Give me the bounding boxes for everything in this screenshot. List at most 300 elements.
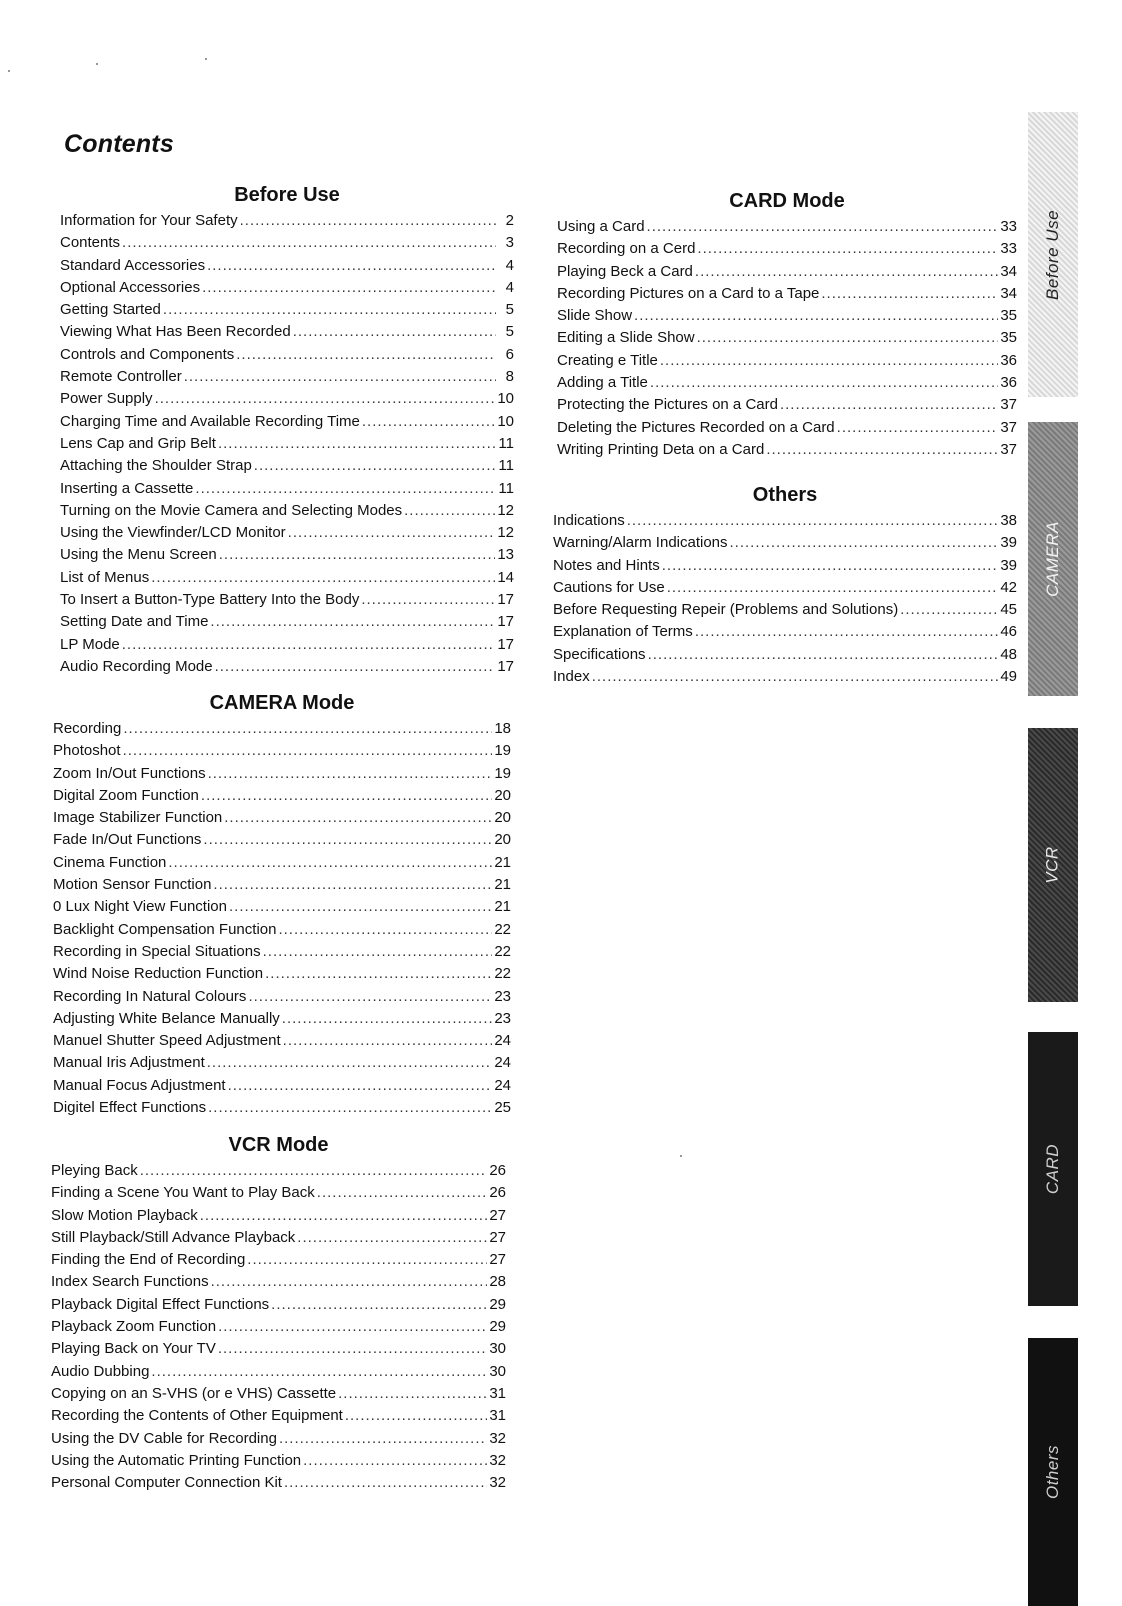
toc-entry-page: 33 <box>1000 240 1017 258</box>
toc-entry[interactable] <box>557 394 1017 416</box>
toc-entry[interactable] <box>60 589 514 611</box>
toc-entry[interactable] <box>60 478 514 500</box>
section-heading: VCR Mode <box>228 1134 329 1156</box>
section-heading: Others <box>752 484 818 506</box>
dot-leader <box>780 394 998 416</box>
toc-entry[interactable] <box>60 500 514 522</box>
section-heading: Before Use <box>234 184 340 206</box>
toc-entry[interactable] <box>60 299 514 321</box>
dot-leader <box>667 577 999 599</box>
dot-leader <box>338 1383 487 1405</box>
toc-entry-page: 29 <box>489 1295 506 1313</box>
toc-entry-page: 39 <box>1000 534 1017 552</box>
toc-entry-page: 22 <box>494 942 511 960</box>
toc-entry-page: 46 <box>1000 623 1017 641</box>
toc-entry-page: 18 <box>494 720 511 737</box>
toc-entry[interactable] <box>51 1294 506 1316</box>
dot-leader <box>151 567 495 589</box>
toc-list <box>557 216 1017 461</box>
toc-entry[interactable] <box>557 439 1017 461</box>
dot-leader <box>297 1227 487 1249</box>
toc-entry-page: 11 <box>498 457 514 475</box>
toc-entry-title: Using the Viewfinder/LCD Monitor <box>60 524 286 542</box>
toc-entry-page: 14 <box>497 568 514 586</box>
toc-entry[interactable] <box>60 388 514 410</box>
dot-leader <box>647 216 999 238</box>
dot-leader <box>697 238 998 260</box>
toc-entry-page: 32 <box>489 1451 506 1469</box>
toc-entry-page: 20 <box>494 809 511 827</box>
toc-entry-page: 32 <box>489 1474 506 1492</box>
toc-entry-title: Using the DV Cable for Recording <box>51 1429 277 1447</box>
toc-entry-title: Explanation of Terms <box>553 623 693 641</box>
toc-entry-title: Setting Date and Time <box>60 613 209 631</box>
side-tab-before-use[interactable] <box>1028 112 1078 397</box>
dot-leader <box>123 740 493 762</box>
scan-speck <box>680 1155 682 1157</box>
side-tab-card[interactable] <box>1028 1032 1078 1306</box>
toc-entry[interactable] <box>60 634 514 656</box>
toc-entry-title: Motion Sensor Function <box>53 876 212 894</box>
dot-leader <box>210 611 495 633</box>
toc-entry[interactable] <box>53 896 511 918</box>
toc-entry[interactable] <box>53 852 511 874</box>
toc-entry-page: 12 <box>497 524 514 542</box>
toc-entry-title: Adjusting White Belance Manually <box>53 1009 280 1027</box>
dot-leader <box>151 1361 487 1383</box>
toc-entry-page: 5 <box>505 323 514 341</box>
toc-entry-page: 12 <box>497 501 514 519</box>
toc-entry-page: 25 <box>494 1099 511 1117</box>
dot-leader <box>224 807 492 829</box>
toc-entry-page: 27 <box>489 1206 506 1224</box>
toc-entry-title: Digital Zoom Function <box>53 786 199 804</box>
toc-entry-title: LP Mode <box>60 635 120 653</box>
dot-leader <box>660 350 998 372</box>
dot-leader <box>634 305 998 327</box>
toc-entry-page: 24 <box>494 1032 511 1050</box>
toc-entry-page: 34 <box>1000 262 1017 280</box>
toc-entry-page: 10 <box>497 390 514 408</box>
dot-leader <box>140 1160 488 1182</box>
toc-entry[interactable] <box>60 277 514 299</box>
toc-entry[interactable] <box>51 1249 506 1271</box>
toc-entry-page: 26 <box>489 1184 506 1202</box>
toc-entry-title: Wind Noise Reduction Function <box>53 965 264 983</box>
toc-entry-title: Cautions for Use <box>553 578 665 596</box>
dot-leader <box>213 874 492 896</box>
side-tab-label: CAMERA <box>1043 521 1063 597</box>
toc-entry[interactable] <box>553 621 1017 643</box>
toc-entry[interactable] <box>51 1472 506 1494</box>
toc-entry[interactable] <box>53 1075 511 1097</box>
dot-leader <box>236 344 496 366</box>
toc-entry[interactable] <box>53 740 511 762</box>
dot-leader <box>254 455 496 477</box>
toc-entry-title: Recording Pictures on a Card to a Tape <box>557 284 820 302</box>
side-tab-label: Others <box>1043 1444 1062 1500</box>
toc-entry[interactable] <box>553 532 1017 554</box>
toc-entry-page: 6 <box>505 345 514 363</box>
toc-entry-title: Playing Beck a Card <box>557 262 693 280</box>
toc-entry[interactable] <box>53 1008 511 1030</box>
toc-entry[interactable] <box>553 577 1017 599</box>
toc-entry[interactable] <box>553 555 1017 577</box>
toc-entry[interactable] <box>51 1428 506 1450</box>
toc-entry-title: Writing Printing Deta on a Card <box>557 440 765 458</box>
toc-entry-page: 30 <box>489 1362 506 1380</box>
dot-leader <box>202 277 496 299</box>
section-others <box>553 482 1017 688</box>
dot-leader <box>282 1008 493 1030</box>
dot-leader <box>361 589 495 611</box>
toc-entry[interactable] <box>553 599 1017 621</box>
toc-entry-title: Indications <box>553 512 625 529</box>
toc-entry-page: 20 <box>494 786 511 804</box>
toc-entry-title: Charging Time and Available Recording Time <box>60 412 360 430</box>
toc-entry[interactable] <box>53 1030 511 1052</box>
dot-leader <box>228 1075 493 1097</box>
dot-leader <box>278 919 492 941</box>
toc-entry-title: Slow Motion Playback <box>51 1206 198 1224</box>
dot-leader <box>265 963 492 985</box>
toc-entry[interactable] <box>60 344 514 366</box>
toc-entry-page: 22 <box>494 965 511 983</box>
dot-leader <box>247 1249 487 1271</box>
dot-leader <box>211 1271 488 1293</box>
toc-entry-title: Attaching the Shoulder Strap <box>60 457 252 475</box>
dot-leader <box>648 644 999 666</box>
toc-entry[interactable] <box>60 522 514 544</box>
toc-entry-title: Finding the End of Recording <box>51 1251 246 1269</box>
side-tab-label: Before Use <box>1043 209 1063 300</box>
toc-entry-title: Adding a Title <box>557 374 648 392</box>
toc-entry[interactable] <box>60 232 514 254</box>
toc-entry[interactable] <box>557 238 1017 260</box>
toc-entry-title: To Insert a Button-Type Battery Into the Body <box>60 591 360 609</box>
toc-entry-title: Remote Controller <box>60 368 182 386</box>
toc-entry-title: Fade In/Out Functions <box>53 831 202 849</box>
toc-entry-title: Information for Your Safety <box>60 212 238 229</box>
toc-entry-title: Recording In Natural Colours <box>53 987 247 1005</box>
dot-leader <box>362 411 495 433</box>
toc-entry[interactable] <box>53 919 511 941</box>
toc-entry-title: Using the Menu Screen <box>60 546 217 564</box>
toc-entry-page: 30 <box>489 1340 506 1358</box>
dot-leader <box>163 299 496 321</box>
toc-entry[interactable] <box>51 1338 506 1360</box>
toc-entry-title: Index <box>553 668 590 686</box>
toc-entry-title: Audio Dubbing <box>51 1362 150 1380</box>
toc-entry-title: Viewing What Has Been Recorded <box>60 323 291 341</box>
dot-leader <box>283 1030 493 1052</box>
dot-leader <box>207 1052 493 1074</box>
dot-leader <box>219 544 496 566</box>
toc-entry-page: 23 <box>494 987 511 1005</box>
toc-entry-page: 17 <box>497 591 514 609</box>
toc-entry[interactable] <box>53 785 511 807</box>
dot-leader <box>207 255 496 277</box>
toc-entry-title: Deleting the Pictures Recorded on a Card <box>557 418 835 436</box>
toc-entry-title: Editing a Slide Show <box>557 329 695 347</box>
dot-leader <box>240 210 496 232</box>
toc-entry-title: Backlight Compensation Function <box>53 920 277 938</box>
toc-entry-page: 45 <box>1000 601 1017 619</box>
toc-entry-page: 17 <box>497 613 514 631</box>
toc-entry[interactable] <box>51 1271 506 1293</box>
section-card-mode <box>557 188 1017 461</box>
toc-entry-title: List of Menus <box>60 568 150 586</box>
dot-leader <box>208 1097 492 1119</box>
toc-entry[interactable] <box>60 366 514 388</box>
toc-entry-page: 17 <box>497 657 514 675</box>
toc-entry-title: Using a Card <box>557 218 645 235</box>
toc-list <box>51 1160 506 1494</box>
toc-entry[interactable] <box>53 763 511 785</box>
toc-entry-title: Controls and Components <box>60 345 235 363</box>
toc-entry-page: 33 <box>1000 218 1017 235</box>
dot-leader <box>345 1405 487 1427</box>
toc-entry-page: 35 <box>1000 329 1017 347</box>
toc-entry[interactable] <box>51 1361 506 1383</box>
toc-entry[interactable] <box>557 216 1017 238</box>
toc-entry-page: 21 <box>494 898 511 916</box>
dot-leader <box>229 896 492 918</box>
toc-entry-title: Warning/Alarm Indications <box>553 534 728 552</box>
toc-entry[interactable] <box>60 656 514 678</box>
section-heading: CAMERA Mode <box>209 692 355 714</box>
toc-entry-title: Before Requesting Repeir (Problems and Solutions) <box>553 601 899 619</box>
scan-speck <box>8 70 10 72</box>
toc-entry-title: Copying on an S-VHS (or e VHS) Cassette <box>51 1384 337 1402</box>
toc-entry-page: 38 <box>1000 512 1017 529</box>
dot-leader <box>284 1472 487 1494</box>
toc-entry-page: 28 <box>489 1273 506 1291</box>
toc-entry-page: 37 <box>1000 396 1017 414</box>
dot-leader <box>279 1428 487 1450</box>
side-tab-label: CARD <box>1043 1143 1063 1195</box>
toc-entry-title: Contents <box>60 234 121 252</box>
toc-entry[interactable] <box>53 941 511 963</box>
side-tab-camera[interactable] <box>1028 422 1078 696</box>
toc-list <box>60 210 514 678</box>
toc-entry[interactable] <box>51 1227 506 1249</box>
toc-entry-title: Digitel Effect Functions <box>53 1099 207 1117</box>
toc-entry[interactable] <box>51 1160 506 1182</box>
toc-entry-page: 4 <box>505 256 514 274</box>
dot-leader <box>263 941 493 963</box>
toc-entry-page: 48 <box>1000 645 1017 663</box>
toc-entry-title: Image Stabilizer Function <box>53 809 223 827</box>
dot-leader <box>123 718 492 740</box>
toc-entry[interactable] <box>553 666 1017 688</box>
toc-entry-page: 23 <box>494 1009 511 1027</box>
dot-leader <box>248 986 492 1008</box>
dot-leader <box>218 1338 487 1360</box>
toc-entry-title: Specifications <box>553 645 646 663</box>
dot-leader <box>900 599 998 621</box>
toc-entry[interactable] <box>60 411 514 433</box>
dot-leader <box>650 372 998 394</box>
toc-entry[interactable] <box>60 433 514 455</box>
dot-leader <box>662 555 999 577</box>
toc-entry-page: 34 <box>1000 284 1017 302</box>
toc-entry-title: Optional Accessories <box>60 278 201 296</box>
side-tab-label: VCR <box>1043 846 1062 884</box>
toc-entry[interactable] <box>53 874 511 896</box>
toc-entry-title: Standard Accessories <box>60 256 206 274</box>
toc-entry-page: 21 <box>494 876 511 894</box>
dot-leader <box>218 1316 487 1338</box>
scan-speck <box>205 58 207 60</box>
dot-leader <box>200 1205 488 1227</box>
toc-entry[interactable] <box>553 510 1017 532</box>
toc-entry-page: 31 <box>489 1407 506 1425</box>
toc-entry-title: Index Search Functions <box>51 1273 209 1291</box>
toc-entry-page: 36 <box>1000 374 1017 392</box>
dot-leader <box>821 283 998 305</box>
toc-entry-title: Playback Zoom Function <box>51 1318 217 1336</box>
toc-entry-title: Getting Started <box>60 301 161 319</box>
toc-entry-page: 26 <box>489 1162 506 1179</box>
scan-speck <box>96 63 98 65</box>
toc-entry-page: 31 <box>489 1384 506 1402</box>
toc-entry[interactable] <box>53 718 511 740</box>
dot-leader <box>201 785 492 807</box>
toc-entry-page: 8 <box>505 368 514 386</box>
dot-leader <box>184 366 496 388</box>
toc-entry-title: Playback Digital Effect Functions <box>51 1295 270 1313</box>
toc-entry-title: Using the Automatic Printing Function <box>51 1451 302 1469</box>
dot-leader <box>155 388 496 410</box>
toc-entry[interactable] <box>60 567 514 589</box>
dot-leader <box>293 321 496 343</box>
toc-entry-title: Finding a Scene You Want to Play Back <box>51 1184 315 1202</box>
toc-entry[interactable] <box>53 1052 511 1074</box>
dot-leader <box>592 666 999 688</box>
dot-leader <box>627 510 999 532</box>
toc-entry-page: 29 <box>489 1318 506 1336</box>
page-title: Contents <box>64 130 174 158</box>
toc-entry[interactable] <box>51 1405 506 1427</box>
toc-entry-page: 13 <box>497 546 514 564</box>
toc-entry-page: 22 <box>494 920 511 938</box>
section-vcr-mode <box>51 1132 506 1494</box>
toc-list <box>53 718 511 1119</box>
toc-entry-title: Manuel Shutter Speed Adjustment <box>53 1032 281 1050</box>
toc-entry-title: Power Supply <box>60 390 153 408</box>
toc-entry-page: 27 <box>489 1228 506 1246</box>
side-tab-others[interactable] <box>1028 1338 1078 1606</box>
toc-entry[interactable] <box>557 327 1017 349</box>
toc-entry[interactable] <box>557 417 1017 439</box>
toc-entry[interactable] <box>557 261 1017 283</box>
toc-entry-page: 19 <box>494 742 511 760</box>
toc-entry[interactable] <box>51 1182 506 1204</box>
section-before-use <box>60 182 514 678</box>
toc-entry[interactable] <box>60 544 514 566</box>
toc-entry-page: 32 <box>489 1429 506 1447</box>
toc-entry-title: Recording in Special Situations <box>53 942 261 960</box>
dot-leader <box>168 852 492 874</box>
toc-entry-page: 24 <box>494 1076 511 1094</box>
toc-entry[interactable] <box>557 372 1017 394</box>
toc-entry-title: Manual Iris Adjustment <box>53 1054 205 1072</box>
dot-leader <box>303 1450 487 1472</box>
toc-entry[interactable] <box>557 305 1017 327</box>
dot-leader <box>218 433 496 455</box>
toc-entry-title: Recording on a Cerd <box>557 240 696 258</box>
toc-entry-title: Turning on the Movie Camera and Selecting Modes <box>60 501 403 519</box>
dot-leader <box>195 478 496 500</box>
toc-entry[interactable] <box>53 986 511 1008</box>
dot-leader <box>766 439 998 461</box>
dot-leader <box>208 763 493 785</box>
toc-entry-page: 39 <box>1000 556 1017 574</box>
toc-entry-title: Creating e Title <box>557 351 658 369</box>
toc-entry-page: 10 <box>497 412 514 430</box>
dot-leader <box>288 522 496 544</box>
toc-list <box>553 510 1017 688</box>
toc-entry[interactable] <box>553 644 1017 666</box>
toc-entry[interactable] <box>557 350 1017 372</box>
toc-entry[interactable] <box>51 1383 506 1405</box>
toc-entry[interactable] <box>557 283 1017 305</box>
section-heading: CARD Mode <box>729 190 845 212</box>
toc-entry-page: 19 <box>494 764 511 782</box>
toc-entry-title: Playing Back on Your TV <box>51 1340 216 1358</box>
toc-entry-title: Photoshot <box>53 742 121 760</box>
toc-entry[interactable] <box>60 611 514 633</box>
toc-entry-page: 21 <box>494 853 511 871</box>
toc-entry[interactable] <box>53 807 511 829</box>
toc-entry-page: 2 <box>505 212 514 229</box>
toc-entry[interactable] <box>53 1097 511 1119</box>
toc-entry-title: 0 Lux Night View Function <box>53 898 227 916</box>
dot-leader <box>271 1294 487 1316</box>
toc-entry[interactable] <box>51 1316 506 1338</box>
toc-entry[interactable] <box>51 1450 506 1472</box>
toc-entry[interactable] <box>53 829 511 851</box>
dot-leader <box>122 634 496 656</box>
toc-entry[interactable] <box>60 210 514 232</box>
toc-entry[interactable] <box>60 321 514 343</box>
toc-entry-title: Slide Show <box>557 307 633 325</box>
dot-leader <box>730 532 999 554</box>
toc-entry-page: 49 <box>1000 668 1017 686</box>
toc-entry[interactable] <box>60 455 514 477</box>
toc-entry-title: Recording the Contents of Other Equipment <box>51 1407 343 1425</box>
toc-entry-page: 5 <box>505 301 514 319</box>
toc-entry[interactable] <box>60 255 514 277</box>
dot-leader <box>317 1182 488 1204</box>
toc-entry-title: Cinema Function <box>53 853 167 871</box>
toc-entry-page: 37 <box>1000 418 1017 436</box>
toc-entry[interactable] <box>51 1205 506 1227</box>
toc-entry[interactable] <box>53 963 511 985</box>
toc-entry-page: 20 <box>494 831 511 849</box>
toc-entry-title: Audio Recording Mode <box>60 657 213 675</box>
toc-entry-title: Recording <box>53 720 122 737</box>
toc-entry-title: Zoom In/Out Functions <box>53 764 206 782</box>
side-tab-vcr[interactable] <box>1028 728 1078 1002</box>
dot-leader <box>122 232 496 254</box>
dot-leader <box>203 829 492 851</box>
section-camera-mode <box>53 690 511 1119</box>
dot-leader <box>215 656 496 678</box>
dot-leader <box>404 500 495 522</box>
toc-entry-title: Manual Focus Adjustment <box>53 1076 226 1094</box>
